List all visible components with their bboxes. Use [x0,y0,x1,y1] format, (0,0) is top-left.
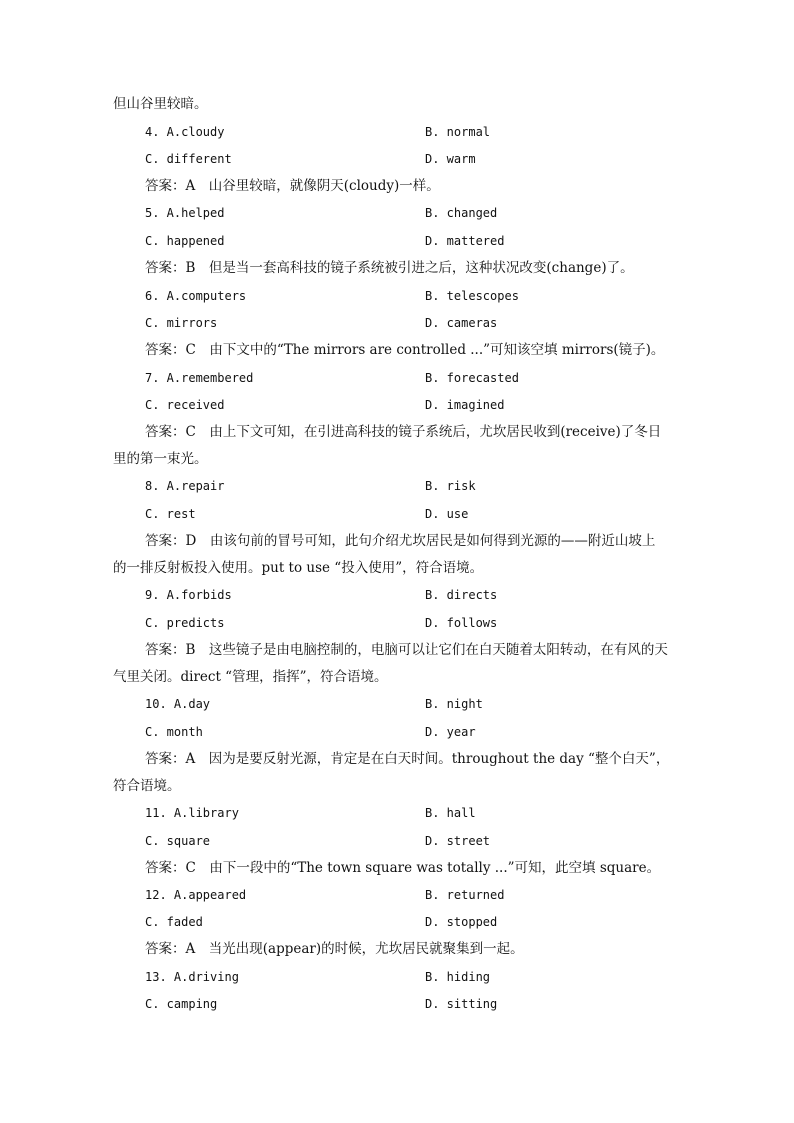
q8-option-b: B. risk [425,479,476,493]
q10-option-a: 10. A.day [145,697,211,711]
q7-answer-line-2: 里的第一束光。 [113,451,208,467]
q12-option-a: 12. A.appeared [145,888,247,902]
q8-option-d: D. use [425,507,469,521]
q6-option-b: B. telescopes [425,289,519,303]
q12-answer: 答案：A 当光出现(appear)的时候，尤坎居民就聚集到一起。 [145,941,524,957]
q13-option-b: B. hiding [425,970,491,984]
q4-option-d: D. warm [425,152,476,166]
q12-option-b: B. returned [425,888,505,902]
q10-answer-line-1: 答案：A 因为是要反射光源，肯定是在白天时间。throughout the day “整个白天”， [145,751,670,767]
q6-option-a: 6. A.computers [145,289,247,303]
q6-answer: 答案：C 由下文中的“The mirrors are controlled ...”可知该空填 mirrors(镜子)。 [145,342,665,358]
q5-option-a: 5. A.helped [145,206,225,220]
q11-option-a: 11. A.library [145,806,239,820]
q7-option-c: C. received [145,398,225,412]
q11-option-c: C. square [145,834,211,848]
q4-option-b: B. normal [425,125,491,139]
q9-option-c: C. predicts [145,616,225,630]
q9-option-a: 9. A.forbids [145,588,232,602]
q7-option-b: B. forecasted [425,371,519,385]
q4-answer: 答案：A 山谷里较暗，就像阴天(cloudy)一样。 [145,178,440,194]
q4-option-c: C. different [145,152,232,166]
q9-option-b: B. directs [425,588,498,602]
q11-answer: 答案：C 由下一段中的“The town square was totally ...”可知，此空填 square。 [145,860,661,876]
q10-option-d: D. year [425,725,476,739]
q9-option-d: D. follows [425,616,498,630]
q5-option-c: C. happened [145,234,225,248]
q13-option-a: 13. A.driving [145,970,239,984]
q6-option-c: C. mirrors [145,316,218,330]
q11-option-d: D. street [425,834,491,848]
q9-answer-line-2: 气里关闭。direct “管理，指挥”，符合语境。 [113,669,388,685]
q12-option-d: D. stopped [425,915,498,929]
q10-answer-line-2: 符合语境。 [113,778,181,794]
q8-option-a: 8. A.repair [145,479,225,493]
q7-answer-line-1: 答案：C 由上下文可知，在引进高科技的镜子系统后，尤坎居民收到(receive)了冬日 [145,424,662,440]
q7-option-a: 7. A.remembered [145,371,254,385]
q10-option-c: C. month [145,725,203,739]
q5-option-b: B. changed [425,206,498,220]
q6-option-d: D. cameras [425,316,498,330]
q8-option-c: C. rest [145,507,196,521]
q4-option-a: 4. A.cloudy [145,125,225,139]
q8-answer-line-2: 的一排反射板投入使用。put to use “投入使用”，符合语境。 [113,560,484,576]
q10-option-b: B. night [425,697,483,711]
q8-answer-line-1: 答案：D 由该句前的冒号可知，此句介绍尤坎居民是如何得到光源的——附近山坡上 [145,533,656,549]
q13-option-d: D. sitting [425,997,498,1011]
q12-option-c: C. faded [145,915,203,929]
q5-answer: 答案：B 但是当一套高科技的镜子系统被引进之后，这种状况改变(change)了。 [145,260,634,276]
q7-option-d: D. imagined [425,398,505,412]
q11-option-b: B. hall [425,806,476,820]
intro-line: 但山谷里较暗。 [113,96,208,112]
q9-answer-line-1: 答案：B 这些镜子是由电脑控制的，电脑可以让它们在白天随着太阳转动，在有风的天 [145,642,668,658]
q13-option-c: C. camping [145,997,218,1011]
q5-option-d: D. mattered [425,234,505,248]
